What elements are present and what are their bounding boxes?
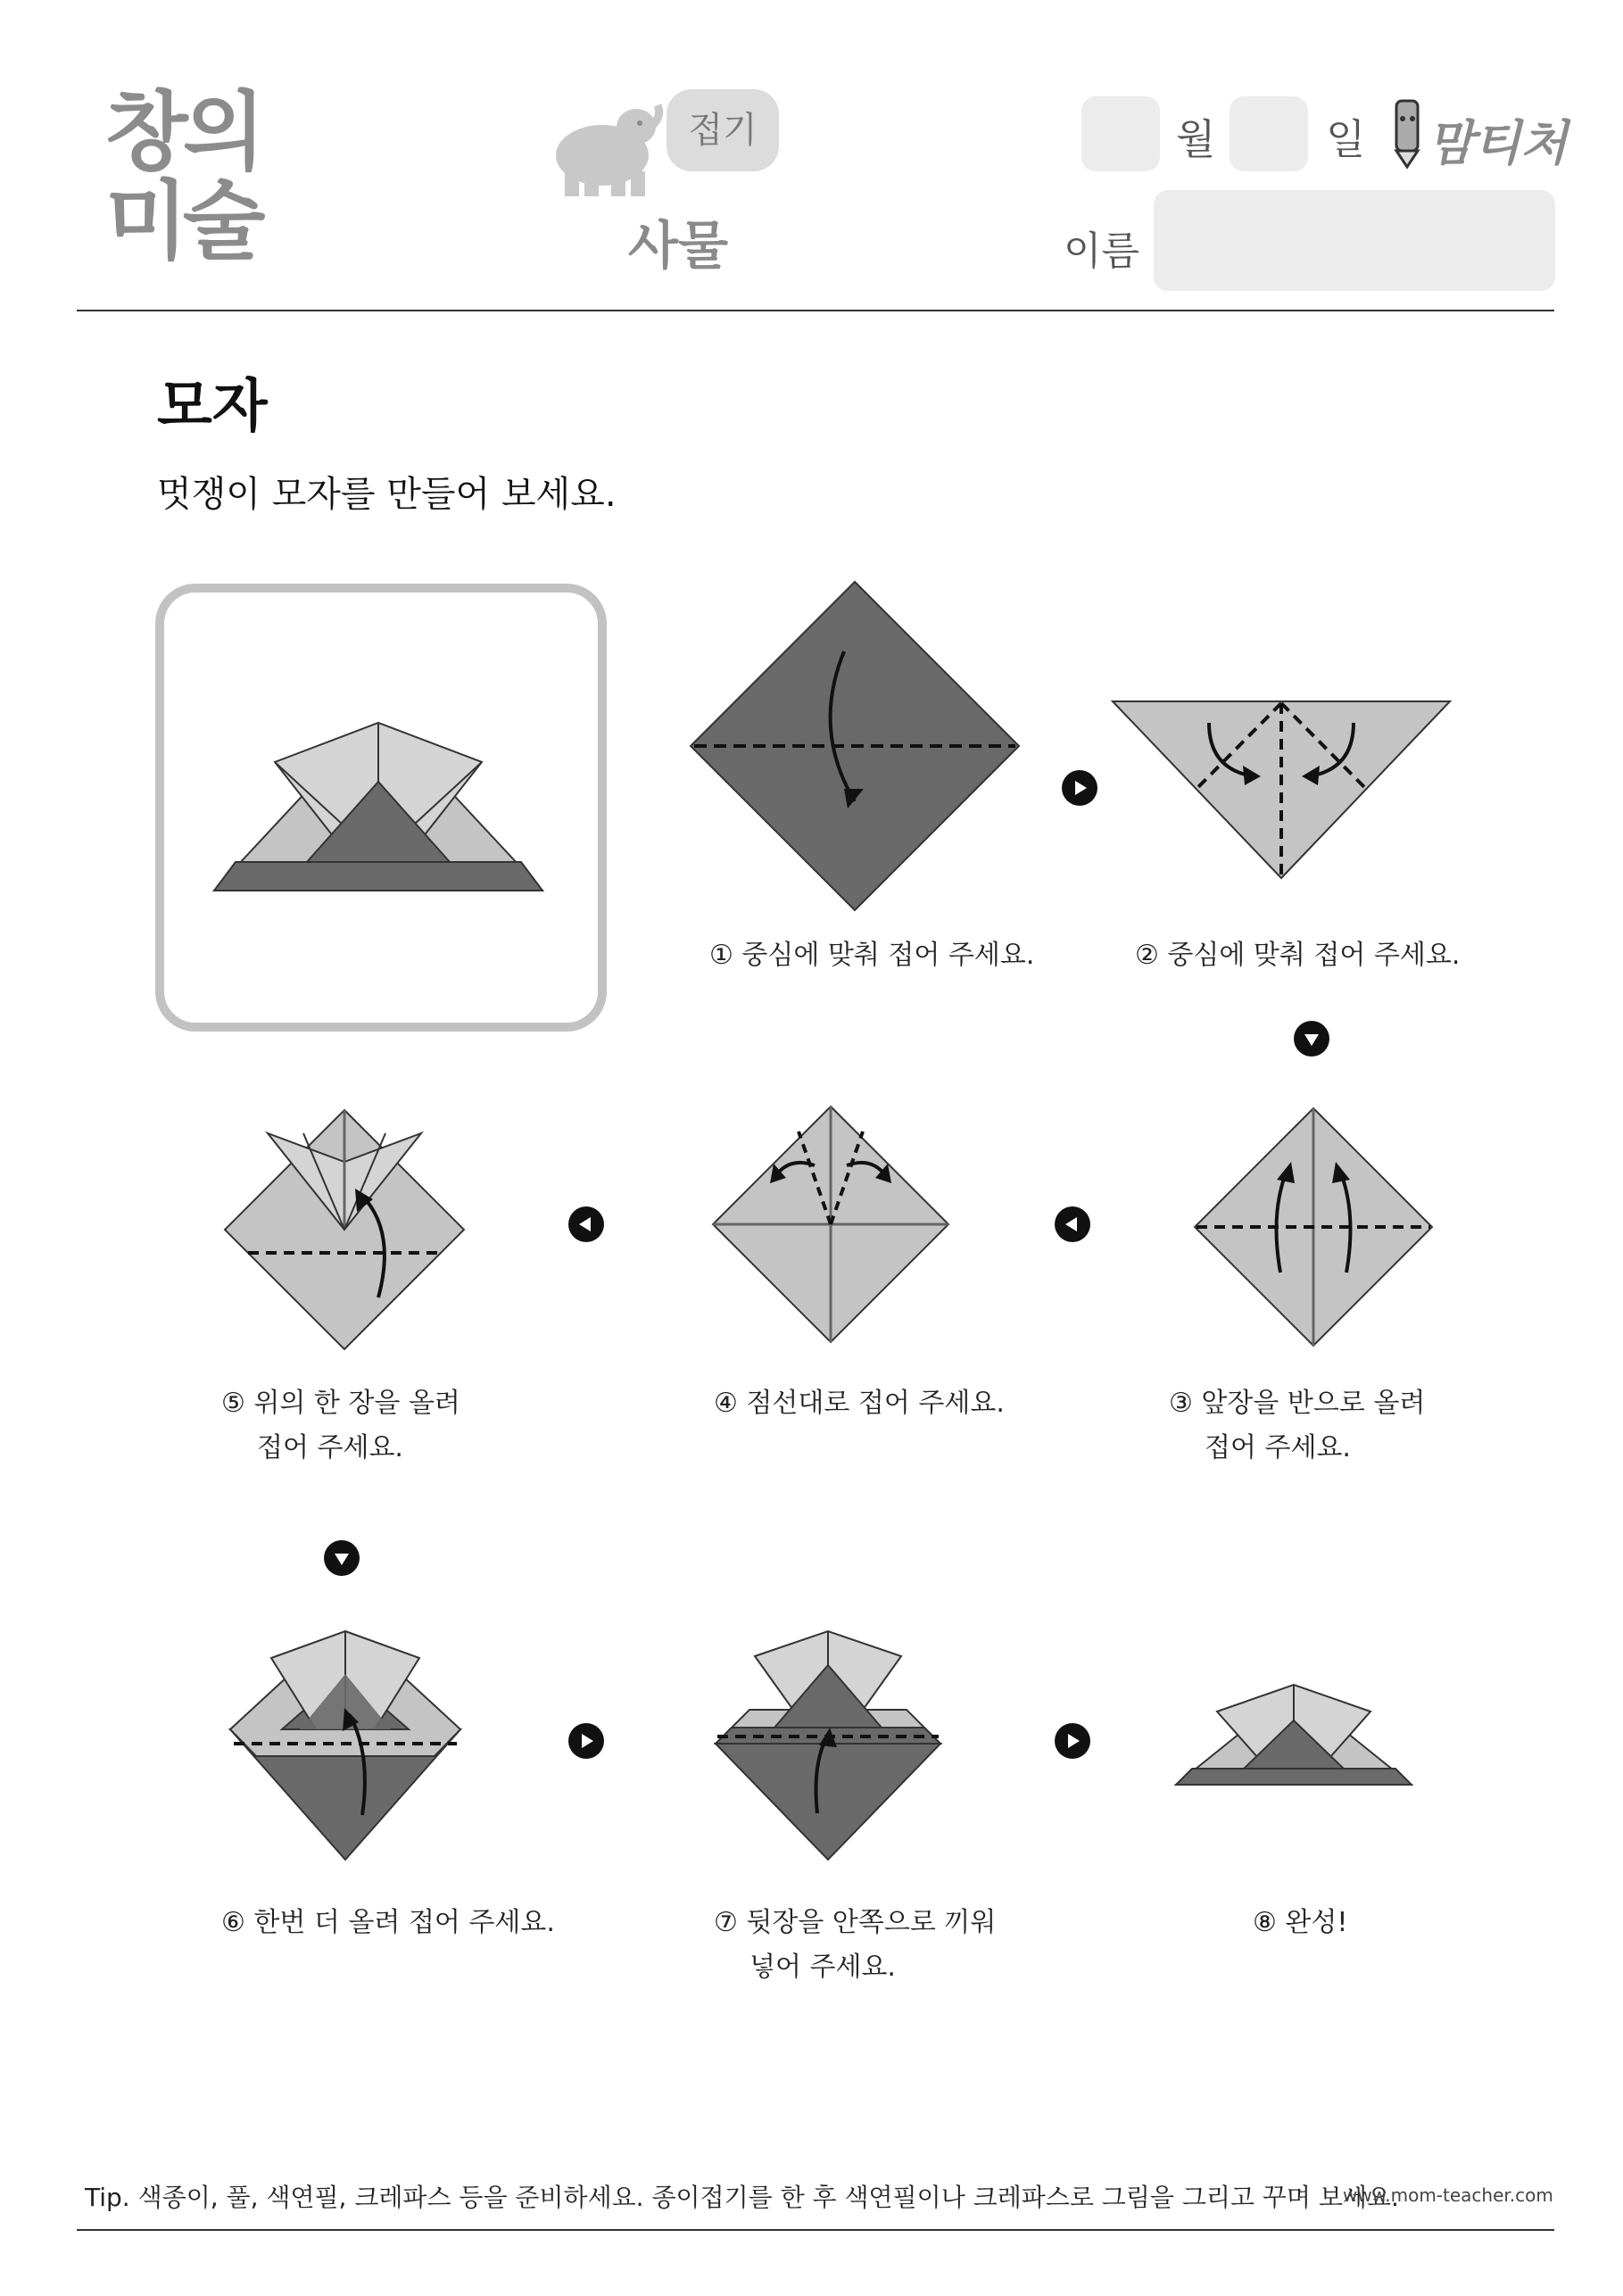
header-divider — [77, 310, 1554, 311]
brand-title — [105, 82, 284, 271]
page-subtitle: 멋쟁이 모자를 만들어 보세요. — [157, 474, 617, 515]
step-5-caption — [221, 1381, 460, 1471]
month-label: 월 — [1176, 115, 1216, 163]
step-4-diagram — [709, 1103, 952, 1346]
step-5-caption-line2: 접어 주세요. — [257, 1432, 403, 1463]
arrow-right-icon — [1062, 770, 1097, 806]
footer-url[interactable]: www.mom-teacher.com — [1343, 2184, 1553, 2206]
brand-line-2: 미술 — [105, 171, 261, 271]
category-bubble: 접기 — [667, 89, 779, 171]
step-8-diagram — [1174, 1665, 1413, 1790]
step-7-diagram — [714, 1629, 942, 1861]
step-2-caption: ② 중심에 맞춰 접어 주세요. — [1135, 940, 1461, 971]
arrow-left-icon — [568, 1206, 604, 1242]
step-7-caption-line2: 넣어 주세요. — [749, 1952, 896, 1983]
step-5-caption-line1: ⑤ 위의 한 장을 올려 — [221, 1388, 460, 1419]
name-label: 이름 — [1064, 228, 1140, 274]
step-5-diagram — [221, 1107, 468, 1353]
step-1-caption: ① 중심에 맞춰 접어 주세요. — [709, 940, 1035, 971]
step-7-caption-line1: ⑦ 뒷장을 안쪽으로 끼워 — [714, 1907, 997, 1938]
footer-divider — [77, 2229, 1554, 2231]
arrow-left-icon — [1055, 1206, 1090, 1242]
month-input[interactable] — [1081, 96, 1160, 171]
elephant-icon — [549, 100, 665, 198]
step-8-caption: ⑧ 완성! — [1253, 1907, 1348, 1938]
pencil-mascot-icon — [1387, 94, 1428, 170]
page-title: 모자 — [157, 374, 268, 440]
step-1-diagram — [687, 578, 1023, 914]
arrow-down-icon — [324, 1540, 360, 1576]
arrow-right-icon — [568, 1723, 604, 1759]
day-label: 일 — [1326, 115, 1366, 163]
footer-tip: Tip. 색종이, 풀, 색연필, 크레파스 등을 준비하세요. 종이접기를 한 후 색연필이나 크레파스로 그림을 그리고 꾸며 보세요. — [85, 2183, 1399, 2212]
brand-logo: 맘티처 — [1428, 115, 1568, 171]
step-6-caption: ⑥ 한번 더 올려 접어 주세요. — [221, 1907, 555, 1938]
name-input[interactable] — [1154, 190, 1555, 291]
step-3-diagram — [1191, 1105, 1436, 1349]
step-3-caption-line2: 접어 주세요. — [1205, 1432, 1351, 1463]
step-4-caption: ④ 점선대로 접어 주세요. — [714, 1388, 1005, 1419]
step-6-diagram — [228, 1629, 462, 1861]
arrow-down-icon — [1294, 1021, 1329, 1057]
day-input[interactable] — [1230, 96, 1308, 171]
step-3-caption — [1169, 1381, 1425, 1471]
arrow-right-icon — [1055, 1723, 1090, 1759]
brand-line-1: 창의 — [105, 82, 261, 182]
finished-hat-preview — [155, 584, 607, 1032]
step-7-caption — [714, 1901, 996, 1990]
category-label: 사물 — [627, 215, 729, 276]
step-2-diagram — [1111, 698, 1452, 885]
step-3-caption-line1: ③ 앞장을 반으로 올려 — [1169, 1388, 1426, 1419]
